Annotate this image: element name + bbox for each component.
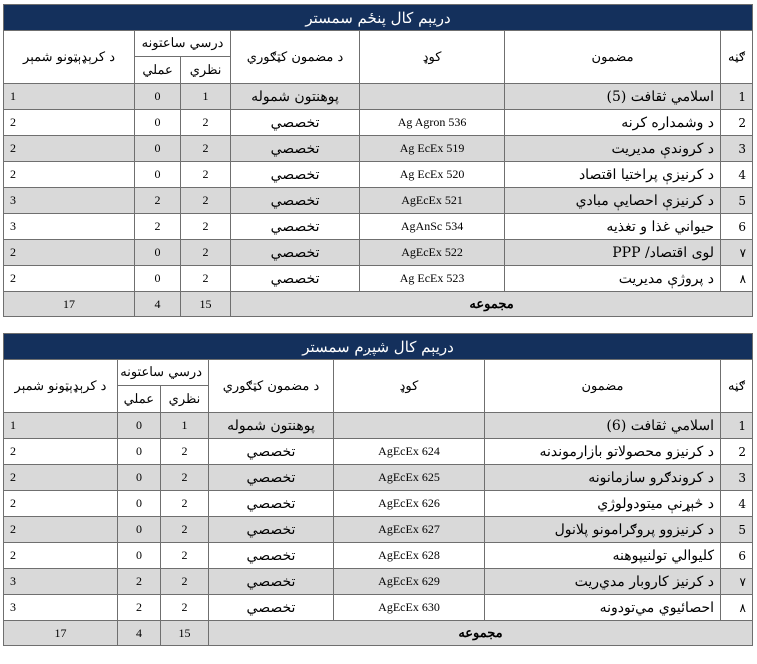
category-cell: تخصصي [209, 517, 334, 543]
course-row [4, 84, 753, 110]
row-number: 5 [721, 517, 753, 543]
category-cell: تخصصي [231, 240, 360, 266]
code-cell: AgEcEx 624 [334, 439, 485, 465]
row-number: 1 [721, 84, 753, 110]
total-label: مجموعه [209, 621, 753, 646]
header-subject: مضمون [505, 31, 721, 84]
code-cell: AgEcEx 628 [334, 543, 485, 569]
theory-hours-cell: 2 [181, 162, 231, 188]
credits-cell: 2 [4, 162, 135, 188]
subject-cell: اسلامي ثقافت (5) [505, 84, 721, 110]
credits-cell: 3 [4, 569, 118, 595]
code-cell: AgEcEx 627 [334, 517, 485, 543]
course-rows [4, 84, 753, 292]
row-number: 2 [721, 110, 753, 136]
code-cell: Ag EcEx 523 [360, 266, 505, 292]
row-number: 3 [721, 465, 753, 491]
theory-hours-cell: 2 [161, 569, 209, 595]
practical-hours-cell: 0 [135, 110, 181, 136]
practical-hours-cell: 0 [118, 439, 161, 465]
credits-cell: 2 [4, 136, 135, 162]
credits-cell: 2 [4, 517, 118, 543]
credits-cell: 3 [4, 188, 135, 214]
header-number: ګڼه [721, 360, 753, 413]
header-practical: عملي [118, 386, 161, 413]
subject-cell: د کروندګرو سازمانونه [485, 465, 721, 491]
category-cell: تخصصي [231, 136, 360, 162]
total-credits: 17 [4, 292, 135, 317]
code-cell: AgEcEx 521 [360, 188, 505, 214]
course-row [4, 569, 753, 595]
row-number: 1 [721, 413, 753, 439]
theory-hours-cell: 2 [181, 136, 231, 162]
row-number: ۷ [721, 569, 753, 595]
header-theory: نظري [161, 386, 209, 413]
row-number: 5 [721, 188, 753, 214]
course-row [4, 439, 753, 465]
practical-hours-cell: 0 [118, 491, 161, 517]
code-cell: AgEcEx 625 [334, 465, 485, 491]
header-hours: درسي ساعتونه [118, 360, 209, 386]
course-row [4, 595, 753, 621]
subject-cell: د کرنیزو محصولاتو بازارموندنه [485, 439, 721, 465]
semester-6-table [3, 333, 753, 646]
credits-cell: 1 [4, 84, 135, 110]
theory-hours-cell: 2 [181, 110, 231, 136]
code-cell: AgEcEx 522 [360, 240, 505, 266]
theory-hours-cell: 2 [161, 465, 209, 491]
total-practical: 4 [135, 292, 181, 317]
practical-hours-cell: 0 [135, 266, 181, 292]
total-theory: 15 [181, 292, 231, 317]
theory-hours-cell: 2 [181, 240, 231, 266]
theory-hours-cell: 1 [181, 84, 231, 110]
category-cell: پوهنتون شموله [231, 84, 360, 110]
course-row [4, 110, 753, 136]
code-cell: AgEcEx 626 [334, 491, 485, 517]
course-row [4, 162, 753, 188]
category-cell: تخصصي [209, 543, 334, 569]
course-row [4, 266, 753, 292]
practical-hours-cell: 2 [118, 569, 161, 595]
category-cell: تخصصي [231, 266, 360, 292]
semester-title: دریېم کال پنځم سمستر [4, 5, 753, 31]
total-credits: 17 [4, 621, 118, 646]
category-cell: تخصصي [231, 214, 360, 240]
credits-cell: 2 [4, 240, 135, 266]
theory-hours-cell: 2 [181, 188, 231, 214]
code-cell: AgAnSc 534 [360, 214, 505, 240]
practical-hours-cell: 2 [135, 214, 181, 240]
course-row [4, 517, 753, 543]
course-row [4, 136, 753, 162]
row-number: 4 [721, 162, 753, 188]
category-cell: تخصصي [209, 491, 334, 517]
subject-cell: د کرنیزې پراختیا اقتصاد [505, 162, 721, 188]
header-credits: د کرېډېټونو شمېر [4, 360, 118, 413]
credits-cell: 1 [4, 413, 118, 439]
total-label: مجموعه [231, 292, 753, 317]
category-cell: تخصصي [209, 595, 334, 621]
total-row [4, 621, 753, 646]
subject-cell: د وشمداره کرنه [505, 110, 721, 136]
subject-cell: احصائيوي مي‌تودونه [485, 595, 721, 621]
header-credits: د کرېډېټونو شمېر [4, 31, 135, 84]
theory-hours-cell: 2 [161, 439, 209, 465]
semester-title: دریېم کال شپږم سمستر [4, 334, 753, 360]
theory-hours-cell: 2 [161, 491, 209, 517]
header-hours: درسي ساعتونه [135, 31, 231, 57]
subject-cell: د کروندې مدیریت [505, 136, 721, 162]
course-row [4, 214, 753, 240]
course-row [4, 491, 753, 517]
subject-cell: د کرنیزې احصایې مبادي [505, 188, 721, 214]
header-theory: نظري [181, 57, 231, 84]
subject-cell: د څېړنې میتودولوژي [485, 491, 721, 517]
subject-cell: د کرنیز کاروبار مدي‌ريت [485, 569, 721, 595]
total-practical: 4 [118, 621, 161, 646]
theory-hours-cell: 2 [161, 595, 209, 621]
code-cell [360, 84, 505, 110]
code-cell [334, 413, 485, 439]
practical-hours-cell: 0 [135, 162, 181, 188]
category-cell: پوهنتون شموله [209, 413, 334, 439]
subject-cell: کلیوالي تولنیپوهنه [485, 543, 721, 569]
category-cell: تخصصي [209, 569, 334, 595]
credits-cell: 2 [4, 439, 118, 465]
category-cell: تخصصي [231, 188, 360, 214]
code-cell: Ag EcEx 519 [360, 136, 505, 162]
header-code: کوډ [360, 31, 505, 84]
theory-hours-cell: 2 [161, 543, 209, 569]
credits-cell: 2 [4, 266, 135, 292]
header-practical: عملي [135, 57, 181, 84]
category-cell: تخصصي [231, 110, 360, 136]
practical-hours-cell: 0 [118, 517, 161, 543]
subject-cell: حیواني غذا و تغذیه [505, 214, 721, 240]
course-row [4, 543, 753, 569]
practical-hours-cell: 0 [135, 240, 181, 266]
category-cell: تخصصي [209, 439, 334, 465]
course-rows [4, 413, 753, 621]
practical-hours-cell: 0 [118, 543, 161, 569]
header-subject: مضمون [485, 360, 721, 413]
credits-cell: 2 [4, 543, 118, 569]
code-cell: AgEcEx 629 [334, 569, 485, 595]
row-number: ۸ [721, 266, 753, 292]
row-number: 4 [721, 491, 753, 517]
category-cell: تخصصي [209, 465, 334, 491]
row-number: 3 [721, 136, 753, 162]
practical-hours-cell: 0 [135, 136, 181, 162]
course-row [4, 188, 753, 214]
credits-cell: 2 [4, 491, 118, 517]
subject-cell: اسلامي ثقافت (6) [485, 413, 721, 439]
credits-cell: 3 [4, 214, 135, 240]
theory-hours-cell: 2 [181, 214, 231, 240]
practical-hours-cell: 2 [135, 188, 181, 214]
theory-hours-cell: 2 [181, 266, 231, 292]
credits-cell: 2 [4, 465, 118, 491]
row-number: 6 [721, 214, 753, 240]
row-number: ۷ [721, 240, 753, 266]
header-category: د مضمون کټګوري [209, 360, 334, 413]
theory-hours-cell: 1 [161, 413, 209, 439]
course-row [4, 240, 753, 266]
subject-cell: د پروژې مدیریت [505, 266, 721, 292]
header-code: کوډ [334, 360, 485, 413]
course-row [4, 413, 753, 439]
practical-hours-cell: 2 [118, 595, 161, 621]
practical-hours-cell: 0 [118, 465, 161, 491]
row-number: 6 [721, 543, 753, 569]
header-category: د مضمون کټګوري [231, 31, 360, 84]
code-cell: Ag Agron 536 [360, 110, 505, 136]
practical-hours-cell: 0 [135, 84, 181, 110]
code-cell: Ag EcEx 520 [360, 162, 505, 188]
category-cell: تخصصي [231, 162, 360, 188]
subject-cell: د کرنیزوو پروګرامونو پلانول [485, 517, 721, 543]
theory-hours-cell: 2 [161, 517, 209, 543]
row-number: ۸ [721, 595, 753, 621]
semester-5-table [3, 4, 753, 317]
course-row [4, 465, 753, 491]
header-number: ګڼه [721, 31, 753, 84]
credits-cell: 2 [4, 110, 135, 136]
subject-cell: لوی اقتصاد/ PPP [505, 240, 721, 266]
total-theory: 15 [161, 621, 209, 646]
total-row [4, 292, 753, 317]
code-cell: AgEcEx 630 [334, 595, 485, 621]
credits-cell: 3 [4, 595, 118, 621]
practical-hours-cell: 0 [118, 413, 161, 439]
row-number: 2 [721, 439, 753, 465]
